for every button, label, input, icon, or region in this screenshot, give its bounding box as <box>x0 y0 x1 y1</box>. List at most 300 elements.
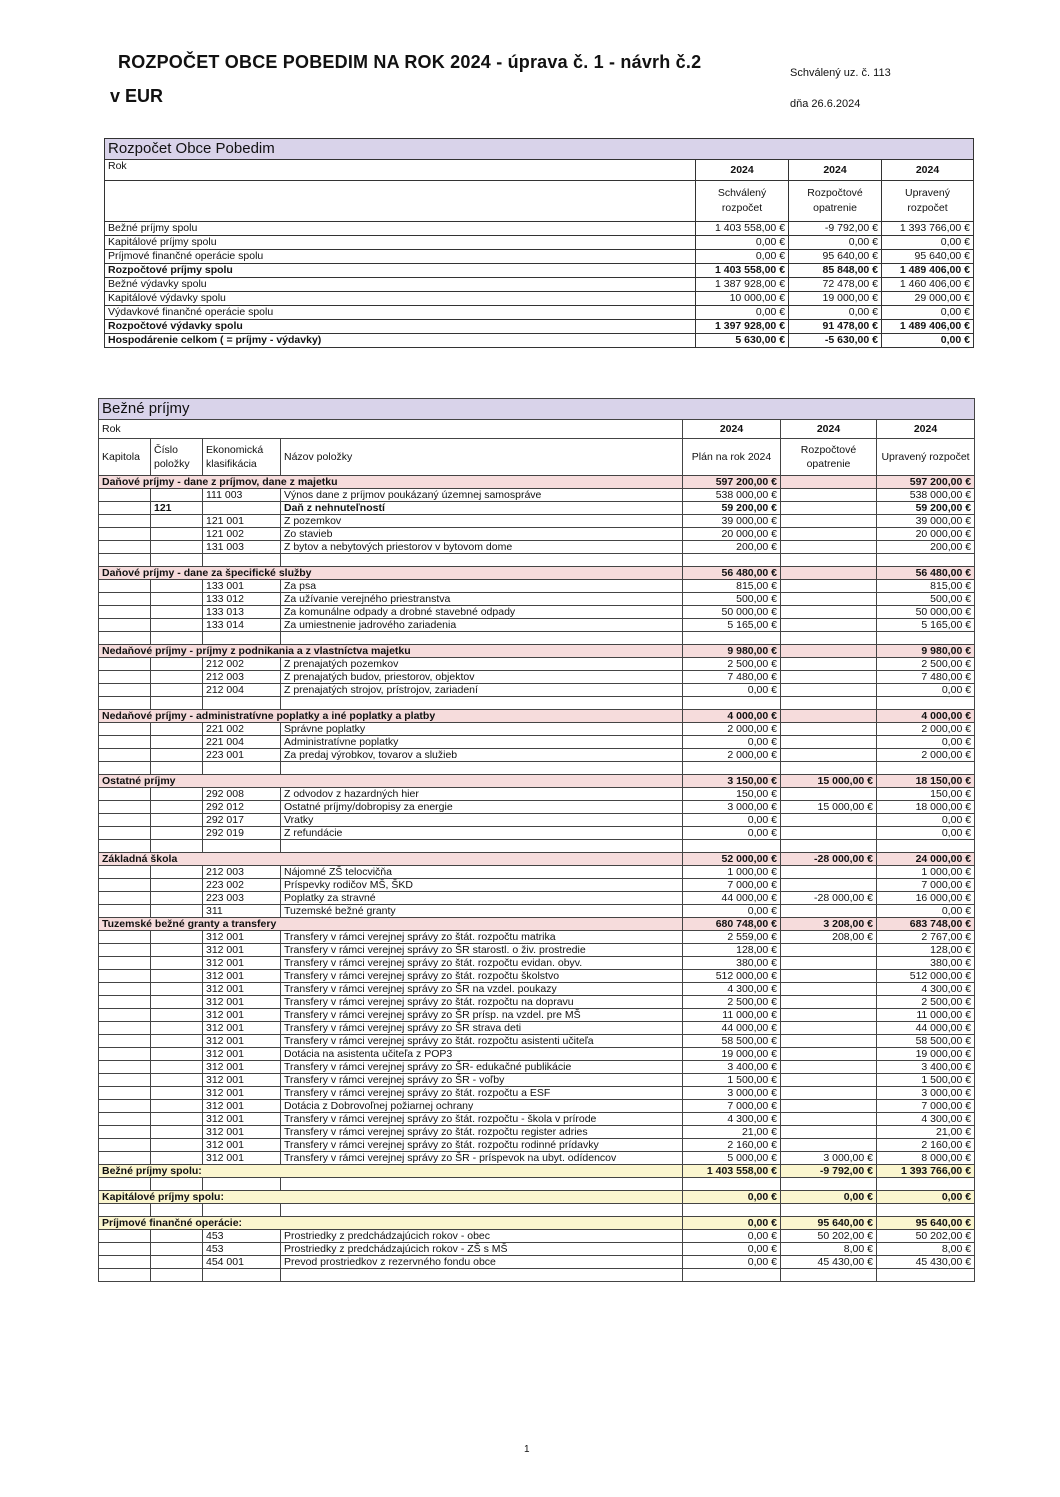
adjustment-value <box>781 749 877 762</box>
adjusted-value: 50 202,00 € <box>877 1230 975 1243</box>
kapitola-cell <box>99 996 151 1009</box>
adjusted-value: 2 000,00 € <box>877 723 975 736</box>
blank-cell <box>877 1204 975 1217</box>
column-header: Schválený rozpočet <box>696 181 789 222</box>
item-number-cell <box>151 827 203 840</box>
adjusted-value: 50 000,00 € <box>877 606 975 619</box>
blank-cell <box>203 697 281 710</box>
economic-class-cell: 312 001 <box>203 931 281 944</box>
kapitola-cell <box>99 502 151 515</box>
summary-value: 1 460 406,00 € <box>882 278 974 292</box>
item-name-cell: Z refundácie <box>281 827 683 840</box>
adjustment-value <box>781 1022 877 1035</box>
adjusted-value: 512 000,00 € <box>877 970 975 983</box>
item-number-cell <box>151 957 203 970</box>
kapitola-cell <box>99 1022 151 1035</box>
economic-class-cell: 111 003 <box>203 489 281 502</box>
summary-row-label: Bežné príjmy spolu <box>105 222 696 236</box>
kapitola-cell <box>99 970 151 983</box>
adjustment-value <box>781 541 877 554</box>
item-number-cell <box>151 1230 203 1243</box>
kapitola-cell <box>99 606 151 619</box>
summary-title-row <box>105 139 974 160</box>
adjustment-value <box>781 970 877 983</box>
economic-class-cell: 221 002 <box>203 723 281 736</box>
kapitola-cell <box>99 1126 151 1139</box>
adjustment-value: 0,00 € <box>781 1191 877 1204</box>
summary-row <box>105 320 974 334</box>
summary-value: 0,00 € <box>696 250 789 264</box>
blank-cell <box>99 1178 151 1191</box>
item-name-cell: Z prenajatých pozemkov <box>281 658 683 671</box>
adjusted-value: 1 393 766,00 € <box>877 1165 975 1178</box>
summary-value: 19 000,00 € <box>789 292 882 306</box>
economic-class-cell: 312 001 <box>203 970 281 983</box>
plan-value: 0,00 € <box>683 684 781 697</box>
plan-value: 2 500,00 € <box>683 658 781 671</box>
adjusted-value: 2 000,00 € <box>877 749 975 762</box>
blank-cell <box>281 1204 683 1217</box>
economic-class-cell: 312 001 <box>203 1113 281 1126</box>
section-label: Základná škola <box>99 853 683 866</box>
item-number-cell <box>151 723 203 736</box>
item-number-cell <box>151 684 203 697</box>
adjustment-value <box>781 905 877 918</box>
kapitola-cell <box>99 1230 151 1243</box>
blank-cell <box>203 1178 281 1191</box>
economic-class-cell: 312 001 <box>203 996 281 1009</box>
economic-class-cell: 312 001 <box>203 1074 281 1087</box>
kapitola-cell <box>99 1256 151 1269</box>
adjustment-value: -9 792,00 € <box>781 1165 877 1178</box>
plan-value: 597 200,00 € <box>683 476 781 489</box>
adjusted-value: 538 000,00 € <box>877 489 975 502</box>
section-header-row <box>99 775 975 788</box>
kapitola-cell <box>99 489 151 502</box>
plan-value: 0,00 € <box>683 1217 781 1230</box>
section-header-row <box>99 645 975 658</box>
blank-cell <box>877 1269 975 1282</box>
economic-class-cell: 223 002 <box>203 879 281 892</box>
blank-cell <box>877 1178 975 1191</box>
adjustment-value <box>781 866 877 879</box>
summary-value: 0,00 € <box>882 306 974 320</box>
adjusted-value: 18 150,00 € <box>877 775 975 788</box>
adjusted-value: 815,00 € <box>877 580 975 593</box>
adjustment-value: 45 430,00 € <box>781 1256 877 1269</box>
column-header-cislo: Číslo položky <box>151 439 203 476</box>
economic-class-cell: 121 001 <box>203 515 281 528</box>
summary-row-label: Hospodárenie celkom ( = príjmy - výdavky) <box>105 334 696 348</box>
item-name-cell: Daň z nehnuteľností <box>281 502 683 515</box>
item-number-cell <box>151 1113 203 1126</box>
summary-row-label: Príjmové finančné operácie spolu <box>105 250 696 264</box>
adjustment-value <box>781 515 877 528</box>
plan-value: 21,00 € <box>683 1126 781 1139</box>
adjusted-value: 0,00 € <box>877 905 975 918</box>
adjustment-value: 50 202,00 € <box>781 1230 877 1243</box>
item-name-cell: Vratky <box>281 814 683 827</box>
item-number-cell <box>151 528 203 541</box>
economic-class-cell: 292 012 <box>203 801 281 814</box>
economic-class-cell: 312 001 <box>203 1022 281 1035</box>
kapitola-cell <box>99 1035 151 1048</box>
item-number-cell <box>151 1100 203 1113</box>
table-row <box>99 801 975 814</box>
item-number-cell <box>151 658 203 671</box>
adjustment-value <box>781 879 877 892</box>
adjustment-value: 15 000,00 € <box>781 801 877 814</box>
economic-class-cell: 223 003 <box>203 892 281 905</box>
adjustment-value: -28 000,00 € <box>781 892 877 905</box>
summary-row <box>105 236 974 250</box>
blank-cell <box>781 1204 877 1217</box>
plan-value: 0,00 € <box>683 814 781 827</box>
plan-value: 19 000,00 € <box>683 1048 781 1061</box>
blank-cell <box>281 762 683 775</box>
blank-cell <box>151 1178 203 1191</box>
economic-class-cell: 131 003 <box>203 541 281 554</box>
item-number-cell: 121 <box>151 502 203 515</box>
plan-value: 680 748,00 € <box>683 918 781 931</box>
adjustment-value <box>781 1035 877 1048</box>
plan-value: 3 000,00 € <box>683 1087 781 1100</box>
blank-cell <box>877 762 975 775</box>
item-number-cell <box>151 801 203 814</box>
summary-value: 10 000,00 € <box>696 292 789 306</box>
summary-row <box>105 250 974 264</box>
plan-value: 500,00 € <box>683 593 781 606</box>
section-label: Tuzemské bežné granty a transfery <box>99 918 683 931</box>
summary-row-label: Výdavkové finančné operácie spolu <box>105 306 696 320</box>
summary-value: 1 489 406,00 € <box>882 264 974 278</box>
economic-class-cell <box>203 502 281 515</box>
approval-resolution: Schválený uz. č. 113 <box>790 67 891 79</box>
section-label: Nedaňové príjmy - príjmy z podnikania a z vlastníctva majetku <box>99 645 683 658</box>
blank-cell <box>203 554 281 567</box>
kapitola-cell <box>99 1139 151 1152</box>
section-header-row <box>99 853 975 866</box>
blank-cell <box>683 762 781 775</box>
adjustment-value <box>781 1061 877 1074</box>
year-header: 2024 <box>683 420 781 439</box>
table-row <box>99 1100 975 1113</box>
summary-value: 1 393 766,00 € <box>882 222 974 236</box>
item-name-cell: Zo stavieb <box>281 528 683 541</box>
adjustment-value <box>781 1113 877 1126</box>
blank-cell <box>781 632 877 645</box>
section-label: Ostatné príjmy <box>99 775 683 788</box>
item-number-cell <box>151 983 203 996</box>
adjustment-value <box>781 710 877 723</box>
table-row <box>99 1022 975 1035</box>
income-title-row <box>99 399 975 420</box>
kapitola-cell <box>99 580 151 593</box>
item-name-cell: Transfery v rámci verejnej správy zo ŠR - príspevok na ubyt. odídencov <box>281 1152 683 1165</box>
blank-cell <box>781 554 877 567</box>
year-header: 2024 <box>882 160 974 181</box>
plan-value: 39 000,00 € <box>683 515 781 528</box>
income-year-row <box>99 420 975 439</box>
adjusted-value: 7 000,00 € <box>877 879 975 892</box>
summary-value: 0,00 € <box>789 236 882 250</box>
summary-row-label: Rozpočtové príjmy spolu <box>105 264 696 278</box>
adjustment-value <box>781 593 877 606</box>
adjustment-value <box>781 645 877 658</box>
adjustment-value <box>781 736 877 749</box>
blank-cell <box>877 554 975 567</box>
table-row <box>99 658 975 671</box>
adjusted-value: 500,00 € <box>877 593 975 606</box>
item-number-cell <box>151 619 203 632</box>
adjusted-value: 18 000,00 € <box>877 801 975 814</box>
blank-cell <box>203 762 281 775</box>
adjusted-value: 0,00 € <box>877 684 975 697</box>
plan-value: 7 000,00 € <box>683 1100 781 1113</box>
plan-value: 1 403 558,00 € <box>683 1165 781 1178</box>
item-name-cell: Prostriedky z predchádzajúcich rokov - obec <box>281 1230 683 1243</box>
blank-cell <box>151 554 203 567</box>
blank-cell <box>781 1269 877 1282</box>
kapitola-cell <box>99 1152 151 1165</box>
spacer-row <box>99 762 975 775</box>
blank-cell <box>151 1269 203 1282</box>
economic-class-cell: 453 <box>203 1230 281 1243</box>
adjusted-value: 3 400,00 € <box>877 1061 975 1074</box>
table-row <box>99 593 975 606</box>
adjustment-value <box>781 606 877 619</box>
blank-cell <box>151 840 203 853</box>
rok-label: Rok <box>99 420 683 439</box>
blank-cell <box>281 632 683 645</box>
economic-class-cell: 312 001 <box>203 1009 281 1022</box>
item-name-cell: Nájomné ZŠ telocvičňa <box>281 866 683 879</box>
table-row <box>99 502 975 515</box>
plan-value: 2 000,00 € <box>683 723 781 736</box>
kapitola-cell <box>99 1113 151 1126</box>
adjustment-value <box>781 671 877 684</box>
summary-value: 72 478,00 € <box>789 278 882 292</box>
total-row <box>99 1217 975 1230</box>
spacer-row <box>99 840 975 853</box>
section-header-row <box>99 476 975 489</box>
table-row <box>99 931 975 944</box>
item-name-cell: Transfery v rámci verejnej správy zo štát. rozpočtu matrika <box>281 931 683 944</box>
plan-value: 0,00 € <box>683 905 781 918</box>
plan-value: 44 000,00 € <box>683 892 781 905</box>
year-header: 2024 <box>781 420 877 439</box>
blank-cell <box>151 632 203 645</box>
item-name-cell: Transfery v rámci verejnej správy zo štát. rozpočtu na dopravu <box>281 996 683 1009</box>
item-number-cell <box>151 749 203 762</box>
summary-value: 0,00 € <box>882 236 974 250</box>
economic-class-cell: 133 012 <box>203 593 281 606</box>
kapitola-cell <box>99 723 151 736</box>
item-number-cell <box>151 1126 203 1139</box>
adjustment-value <box>781 957 877 970</box>
economic-class-cell: 312 001 <box>203 957 281 970</box>
summary-value: 1 403 558,00 € <box>696 264 789 278</box>
adjusted-value: 4 300,00 € <box>877 1113 975 1126</box>
item-name-cell: Prevod prostriedkov z rezervného fondu obce <box>281 1256 683 1269</box>
kapitola-cell <box>99 892 151 905</box>
adjusted-value: 21,00 € <box>877 1126 975 1139</box>
spacer-row <box>99 1178 975 1191</box>
plan-value: 0,00 € <box>683 1256 781 1269</box>
item-name-cell: Transfery v rámci verejnej správy zo štát. rozpočtu register adries <box>281 1126 683 1139</box>
summary-value: 95 640,00 € <box>882 250 974 264</box>
item-number-cell <box>151 1087 203 1100</box>
blank-cell <box>203 840 281 853</box>
kapitola-cell <box>99 736 151 749</box>
adjustment-value <box>781 1126 877 1139</box>
adjusted-value: 128,00 € <box>877 944 975 957</box>
kapitola-cell <box>99 944 151 957</box>
item-name-cell: Transfery v rámci verejnej správy zo štát. rozpočtu - škola v prírode <box>281 1113 683 1126</box>
adjustment-value <box>781 1087 877 1100</box>
economic-class-cell: 292 019 <box>203 827 281 840</box>
kapitola-cell <box>99 619 151 632</box>
table-row <box>99 1139 975 1152</box>
item-name-cell: Transfery v rámci verejnej správy zo ŠR- edukačné publikácie <box>281 1061 683 1074</box>
summary-title: Rozpočet Obce Pobedim <box>105 139 974 160</box>
adjustment-value <box>781 658 877 671</box>
item-name-cell: Transfery v rámci verejnej správy zo ŠR prísp. na vzdel. pre MŠ <box>281 1009 683 1022</box>
summary-value: -5 630,00 € <box>789 334 882 348</box>
item-number-cell <box>151 879 203 892</box>
item-number-cell <box>151 931 203 944</box>
adjusted-value: 0,00 € <box>877 736 975 749</box>
blank-cell <box>281 554 683 567</box>
item-number-cell <box>151 671 203 684</box>
total-label: Bežné príjmy spolu: <box>99 1165 683 1178</box>
plan-value: 0,00 € <box>683 1230 781 1243</box>
income-header-row <box>99 439 975 476</box>
plan-value: 538 000,00 € <box>683 489 781 502</box>
item-name-cell: Z prenajatých strojov, prístrojov, zariadení <box>281 684 683 697</box>
section-label: Daňové príjmy - dane z príjmov, dane z majetku <box>99 476 683 489</box>
kapitola-cell <box>99 1243 151 1256</box>
adjusted-value: 58 500,00 € <box>877 1035 975 1048</box>
table-row <box>99 671 975 684</box>
blank-cell <box>151 697 203 710</box>
summary-value: 1 403 558,00 € <box>696 222 789 236</box>
adjustment-value: 95 640,00 € <box>781 1217 877 1230</box>
economic-class-cell: 133 014 <box>203 619 281 632</box>
adjustment-value <box>781 1100 877 1113</box>
kapitola-cell <box>99 749 151 762</box>
adjusted-value: 4 000,00 € <box>877 710 975 723</box>
income-table <box>98 398 975 1282</box>
adjustment-value <box>781 684 877 697</box>
item-name-cell: Transfery v rámci verejnej správy zo štát. rozpočtu a ESF <box>281 1087 683 1100</box>
table-row <box>99 515 975 528</box>
column-header-kapitola: Kapitola <box>99 439 151 476</box>
item-name-cell: Z odvodov z hazardných hier <box>281 788 683 801</box>
summary-value: 91 478,00 € <box>789 320 882 334</box>
economic-class-cell: 133 001 <box>203 580 281 593</box>
adjustment-value <box>781 1009 877 1022</box>
item-name-cell: Ostatné príjmy/dobropisy za energie <box>281 801 683 814</box>
plan-value: 4 300,00 € <box>683 1113 781 1126</box>
adjustment-value <box>781 528 877 541</box>
economic-class-cell: 212 002 <box>203 658 281 671</box>
column-header-nazov: Názov položky <box>281 439 683 476</box>
adjusted-value: 2 160,00 € <box>877 1139 975 1152</box>
item-name-cell: Za predaj výrobkov, tovarov a služieb <box>281 749 683 762</box>
table-row <box>99 723 975 736</box>
economic-class-cell: 311 <box>203 905 281 918</box>
economic-class-cell: 133 013 <box>203 606 281 619</box>
blank-cell <box>877 840 975 853</box>
summary-value: 95 640,00 € <box>789 250 882 264</box>
column-header-ek: Ekonomická klasifikácia <box>203 439 281 476</box>
blank-cell <box>781 762 877 775</box>
plan-value: 150,00 € <box>683 788 781 801</box>
adjusted-value: 39 000,00 € <box>877 515 975 528</box>
item-number-cell <box>151 736 203 749</box>
item-name-cell: Poplatky za stravné <box>281 892 683 905</box>
item-number-cell <box>151 892 203 905</box>
adjustment-value <box>781 1048 877 1061</box>
kapitola-cell <box>99 827 151 840</box>
plan-value: 5 000,00 € <box>683 1152 781 1165</box>
item-number-cell <box>151 866 203 879</box>
item-number-cell <box>151 606 203 619</box>
item-number-cell <box>151 489 203 502</box>
item-number-cell <box>151 1061 203 1074</box>
blank-cell <box>105 181 696 222</box>
table-row <box>99 983 975 996</box>
table-row <box>99 1048 975 1061</box>
item-name-cell: Z bytov a nebytových priestorov v bytovom dome <box>281 541 683 554</box>
column-header-plan: Plán na rok 2024 <box>683 439 781 476</box>
summary-row-label: Kapitálové príjmy spolu <box>105 236 696 250</box>
economic-class-cell: 312 001 <box>203 1126 281 1139</box>
total-row <box>99 1165 975 1178</box>
table-row <box>99 1035 975 1048</box>
item-number-cell <box>151 1048 203 1061</box>
adjustment-value: -28 000,00 € <box>781 853 877 866</box>
kapitola-cell <box>99 1087 151 1100</box>
table-row <box>99 736 975 749</box>
plan-value: 1 000,00 € <box>683 866 781 879</box>
summary-row <box>105 292 974 306</box>
plan-value: 5 165,00 € <box>683 619 781 632</box>
adjusted-value: 95 640,00 € <box>877 1217 975 1230</box>
item-name-cell: Príspevky rodičov MŠ, ŠKD <box>281 879 683 892</box>
blank-cell <box>99 697 151 710</box>
adjustment-value <box>781 827 877 840</box>
kapitola-cell <box>99 658 151 671</box>
item-number-cell <box>151 814 203 827</box>
economic-class-cell: 312 001 <box>203 983 281 996</box>
adjustment-value <box>781 567 877 580</box>
blank-cell <box>877 632 975 645</box>
item-name-cell: Transfery v rámci verejnej správy zo ŠR starostl. o živ. prostredie <box>281 944 683 957</box>
total-row <box>99 1191 975 1204</box>
section-header-row <box>99 567 975 580</box>
table-row <box>99 1061 975 1074</box>
adjustment-value: 208,00 € <box>781 931 877 944</box>
table-row <box>99 1230 975 1243</box>
item-number-cell <box>151 1035 203 1048</box>
adjusted-value: 7 480,00 € <box>877 671 975 684</box>
table-row <box>99 944 975 957</box>
plan-value: 4 300,00 € <box>683 983 781 996</box>
plan-value: 20 000,00 € <box>683 528 781 541</box>
section-header-row <box>99 710 975 723</box>
